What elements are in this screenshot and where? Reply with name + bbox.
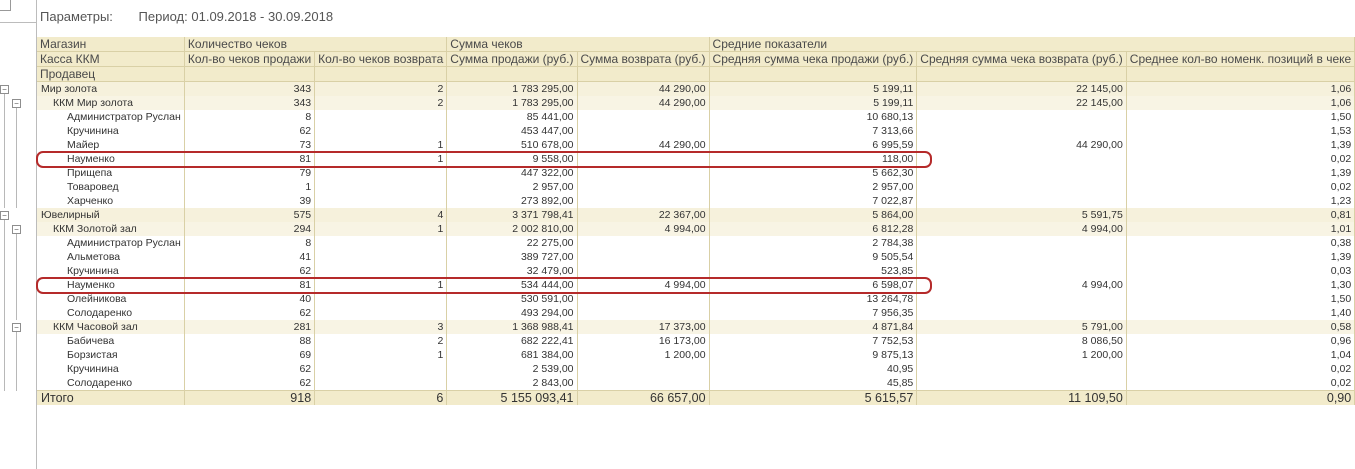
row-value-6: 22 145,00: [917, 82, 1127, 97]
seller-row[interactable]: [37, 292, 1355, 306]
header-seller-filler: [577, 67, 709, 82]
row-value-5: 523,85: [709, 264, 917, 278]
tree-connector-line: [4, 220, 5, 391]
row-value-7: 0,02: [1126, 180, 1354, 194]
seller-row[interactable]: [37, 110, 1355, 124]
row-value-5: 7 022,87: [709, 194, 917, 208]
row-value-3: 1 368 988,41: [447, 320, 577, 334]
row-value-2: [315, 166, 447, 180]
row-value-2: [315, 306, 447, 320]
seller-row[interactable]: [37, 278, 1355, 292]
row-value-5: 40,95: [709, 362, 917, 376]
row-value-4: [577, 292, 709, 306]
seller-row[interactable]: [37, 306, 1355, 320]
tree-connector-line: [16, 234, 17, 320]
row-value-2: 2: [315, 96, 447, 110]
collapse-kkm-icon[interactable]: −: [12, 323, 21, 332]
row-name: Майер: [37, 138, 184, 152]
row-value-4: [577, 124, 709, 138]
grouping-tree: [0, 0, 37, 469]
row-value-7: 1,39: [1126, 138, 1354, 152]
collapse-store-icon[interactable]: −: [0, 85, 9, 94]
row-value-6: 44 290,00: [917, 138, 1127, 152]
row-value-6: [917, 250, 1127, 264]
header-return-count: Кол-во чеков возврата: [315, 52, 447, 67]
row-value-2: 2: [315, 82, 447, 97]
row-value-1: 88: [184, 334, 314, 348]
row-value-6: 22 145,00: [917, 96, 1127, 110]
row-value-5: 6 995,59: [709, 138, 917, 152]
header-seller-filler: [184, 67, 314, 82]
seller-row[interactable]: [37, 264, 1355, 278]
row-name: Бабичева: [37, 334, 184, 348]
row-value-1: 69: [184, 348, 314, 362]
row-value-7: 1,39: [1126, 166, 1354, 180]
row-name: Солодаренко: [37, 306, 184, 320]
row-value-7: 1,39: [1126, 250, 1354, 264]
row-value-3: 3 371 798,41: [447, 208, 577, 222]
row-name: Солодаренко: [37, 376, 184, 391]
row-name: Борзистая: [37, 348, 184, 362]
seller-row[interactable]: [37, 138, 1355, 152]
store-row[interactable]: [37, 82, 1355, 97]
row-value-2: 3: [315, 320, 447, 334]
header-seller-filler: [917, 67, 1127, 82]
seller-row[interactable]: [37, 334, 1355, 348]
row-value-4: [577, 306, 709, 320]
total-value-1: 918: [184, 391, 314, 406]
row-value-4: 22 367,00: [577, 208, 709, 222]
header-seller-filler: [315, 67, 447, 82]
row-value-7: 1,50: [1126, 110, 1354, 124]
row-name: Олейникова: [37, 292, 184, 306]
row-value-3: 681 384,00: [447, 348, 577, 362]
row-value-7: 0,02: [1126, 376, 1354, 391]
row-value-6: 5 791,00: [917, 320, 1127, 334]
row-value-6: [917, 194, 1127, 208]
seller-row[interactable]: [37, 236, 1355, 250]
row-value-2: 2: [315, 334, 447, 348]
row-value-5: 7 956,35: [709, 306, 917, 320]
params-label: Параметры:: [40, 9, 113, 24]
row-value-1: 62: [184, 376, 314, 391]
row-value-1: 62: [184, 124, 314, 138]
row-value-5: 7 752,53: [709, 334, 917, 348]
header-sale-count: Кол-во чеков продажи: [184, 52, 314, 67]
row-value-4: [577, 376, 709, 391]
row-value-5: 6 598,07: [709, 278, 917, 292]
row-value-3: 32 479,00: [447, 264, 577, 278]
row-value-3: 453 447,00: [447, 124, 577, 138]
header-seller-filler: [1126, 67, 1354, 82]
row-name: Кручинина: [37, 362, 184, 376]
row-value-6: 1 200,00: [917, 348, 1127, 362]
row-value-3: 389 727,00: [447, 250, 577, 264]
row-name: ККМ Золотой зал: [37, 222, 184, 236]
row-value-6: 4 994,00: [917, 222, 1127, 236]
row-value-1: 81: [184, 278, 314, 292]
row-value-7: 1,23: [1126, 194, 1354, 208]
seller-row[interactable]: [37, 250, 1355, 264]
total-value-3: 5 155 093,41: [447, 391, 577, 406]
header-avg-sale: Средняя сумма чека продажи (руб.): [709, 52, 917, 67]
row-value-1: 39: [184, 194, 314, 208]
row-value-4: [577, 264, 709, 278]
row-value-6: 4 994,00: [917, 278, 1127, 292]
row-value-7: 0,38: [1126, 236, 1354, 250]
header-seller-filler: [709, 67, 917, 82]
row-value-2: 1: [315, 222, 447, 236]
row-value-4: 4 994,00: [577, 222, 709, 236]
row-value-7: 1,04: [1126, 348, 1354, 362]
row-value-7: 0,96: [1126, 334, 1354, 348]
seller-row[interactable]: [37, 152, 1355, 166]
row-value-3: 2 539,00: [447, 362, 577, 376]
header-group-sum: Сумма чеков: [447, 37, 709, 52]
row-value-7: 1,53: [1126, 124, 1354, 138]
row-value-5: 5 662,30: [709, 166, 917, 180]
total-value-4: 66 657,00: [577, 391, 709, 406]
row-value-5: 5 199,11: [709, 96, 917, 110]
row-value-1: 343: [184, 96, 314, 110]
row-value-7: 1,01: [1126, 222, 1354, 236]
seller-row[interactable]: [37, 166, 1355, 180]
row-value-5: 13 264,78: [709, 292, 917, 306]
row-value-2: [315, 236, 447, 250]
row-value-2: 4: [315, 208, 447, 222]
header-row-groups: [37, 37, 1355, 52]
row-value-1: 62: [184, 306, 314, 320]
row-name: ККМ Часовой зал: [37, 320, 184, 334]
row-value-2: [315, 292, 447, 306]
row-value-3: 447 322,00: [447, 166, 577, 180]
row-name: Науменко: [37, 152, 184, 166]
row-name: Администратор Руслан: [37, 110, 184, 124]
row-name: Науменко: [37, 278, 184, 292]
row-value-4: [577, 110, 709, 124]
row-value-5: 7 313,66: [709, 124, 917, 138]
row-value-7: 0,02: [1126, 152, 1354, 166]
row-value-7: 0,03: [1126, 264, 1354, 278]
collapse-kkm-icon[interactable]: −: [12, 225, 21, 234]
row-value-7: 1,30: [1126, 278, 1354, 292]
header-sale-sum: Сумма продажи (руб.): [447, 52, 577, 67]
row-value-4: 44 290,00: [577, 96, 709, 110]
header-seller: Продавец: [37, 67, 184, 82]
row-name: Администратор Руслан: [37, 236, 184, 250]
row-name: Харченко: [37, 194, 184, 208]
row-value-7: 0,02: [1126, 362, 1354, 376]
row-value-6: [917, 306, 1127, 320]
row-value-7: 1,40: [1126, 306, 1354, 320]
total-value-6: 11 109,50: [917, 391, 1127, 406]
row-value-4: 4 994,00: [577, 278, 709, 292]
header-row-columns: [37, 52, 1355, 67]
row-value-6: 5 591,75: [917, 208, 1127, 222]
row-value-1: 73: [184, 138, 314, 152]
row-value-2: 1: [315, 278, 447, 292]
total-label: Итого: [37, 391, 184, 406]
row-value-1: 40: [184, 292, 314, 306]
tree-connector-line: [16, 332, 17, 391]
header-seller-filler: [447, 67, 577, 82]
seller-row[interactable]: [37, 362, 1355, 376]
row-value-6: [917, 264, 1127, 278]
row-name: Кручинина: [37, 124, 184, 138]
collapse-store-icon[interactable]: −: [0, 211, 9, 220]
header-avg-items: Среднее кол-во номенк. позиций в чеке: [1126, 52, 1354, 67]
row-value-3: 1 783 295,00: [447, 82, 577, 97]
header-row-seller: [37, 67, 1355, 82]
row-value-4: 16 173,00: [577, 334, 709, 348]
header-avg-return: Средняя сумма чека возврата (руб.): [917, 52, 1127, 67]
row-value-2: [315, 110, 447, 124]
tree-connector-line: [16, 108, 17, 208]
row-name: ККМ Мир золота: [37, 96, 184, 110]
row-value-5: 10 680,13: [709, 110, 917, 124]
row-name: Товаровед: [37, 180, 184, 194]
row-value-4: [577, 236, 709, 250]
row-value-4: [577, 152, 709, 166]
row-value-2: [315, 376, 447, 391]
row-value-2: [315, 180, 447, 194]
header-kkm: Касса ККМ: [37, 52, 184, 67]
row-value-5: 5 864,00: [709, 208, 917, 222]
total-value-2: 6: [315, 391, 447, 406]
row-value-5: 5 199,11: [709, 82, 917, 97]
row-value-3: 273 892,00: [447, 194, 577, 208]
row-value-5: 6 812,28: [709, 222, 917, 236]
row-value-6: 8 086,50: [917, 334, 1127, 348]
row-value-5: 4 871,84: [709, 320, 917, 334]
row-value-2: 1: [315, 152, 447, 166]
row-value-1: 281: [184, 320, 314, 334]
header-group-avg: Средние показатели: [709, 37, 1355, 52]
row-value-3: 530 591,00: [447, 292, 577, 306]
total-value-7: 0,90: [1126, 391, 1354, 406]
row-value-3: 2 002 810,00: [447, 222, 577, 236]
row-value-1: 343: [184, 82, 314, 97]
seller-row[interactable]: [37, 180, 1355, 194]
header-return-sum: Сумма возврата (руб.): [577, 52, 709, 67]
row-value-6: [917, 180, 1127, 194]
row-value-5: 9 505,54: [709, 250, 917, 264]
row-value-6: [917, 166, 1127, 180]
row-value-7: 1,06: [1126, 82, 1354, 97]
row-value-1: 79: [184, 166, 314, 180]
store-row[interactable]: [37, 208, 1355, 222]
seller-row[interactable]: [37, 124, 1355, 138]
row-name: Альметова: [37, 250, 184, 264]
params-period: Период: 01.09.2018 - 30.09.2018: [138, 9, 334, 24]
row-value-7: 1,06: [1126, 96, 1354, 110]
row-value-3: 85 441,00: [447, 110, 577, 124]
row-value-4: [577, 166, 709, 180]
row-value-4: [577, 180, 709, 194]
row-value-2: [315, 264, 447, 278]
row-value-7: 0,58: [1126, 320, 1354, 334]
total-row: [37, 391, 1355, 406]
row-value-1: 8: [184, 236, 314, 250]
row-value-4: [577, 194, 709, 208]
row-value-4: 17 373,00: [577, 320, 709, 334]
row-value-1: 81: [184, 152, 314, 166]
row-value-1: 1: [184, 180, 314, 194]
row-name: Кручинина: [37, 264, 184, 278]
seller-row[interactable]: [37, 194, 1355, 208]
row-value-6: [917, 236, 1127, 250]
row-value-3: 1 783 295,00: [447, 96, 577, 110]
header-store: Магазин: [37, 37, 184, 52]
row-value-2: 1: [315, 348, 447, 362]
row-value-4: [577, 362, 709, 376]
row-value-6: [917, 152, 1127, 166]
row-value-5: 45,85: [709, 376, 917, 391]
row-value-4: 44 290,00: [577, 82, 709, 97]
seller-row[interactable]: [37, 348, 1355, 362]
header-group-count: Количество чеков: [184, 37, 446, 52]
row-name: Прищепа: [37, 166, 184, 180]
row-value-6: [917, 124, 1127, 138]
row-value-6: [917, 362, 1127, 376]
row-value-2: [315, 194, 447, 208]
row-value-1: 575: [184, 208, 314, 222]
row-value-1: 8: [184, 110, 314, 124]
row-value-6: [917, 292, 1127, 306]
tree-connector-line: [4, 94, 5, 208]
row-value-3: 534 444,00: [447, 278, 577, 292]
kkm-row[interactable]: [37, 222, 1355, 236]
row-name: Ювелирный: [37, 208, 184, 222]
seller-row[interactable]: [37, 376, 1355, 391]
row-value-5: 9 875,13: [709, 348, 917, 362]
row-value-3: 493 294,00: [447, 306, 577, 320]
row-value-4: [577, 250, 709, 264]
row-value-6: [917, 110, 1127, 124]
collapse-kkm-icon[interactable]: −: [12, 99, 21, 108]
report-table: [37, 37, 1355, 405]
row-value-3: 510 678,00: [447, 138, 577, 152]
row-value-5: 2 784,38: [709, 236, 917, 250]
row-value-1: 294: [184, 222, 314, 236]
kkm-row[interactable]: [37, 96, 1355, 110]
kkm-row[interactable]: [37, 320, 1355, 334]
row-value-3: 2 843,00: [447, 376, 577, 391]
row-value-1: 62: [184, 264, 314, 278]
row-value-7: 1,50: [1126, 292, 1354, 306]
report-parameters: [40, 9, 333, 24]
row-value-2: [315, 250, 447, 264]
row-value-5: 2 957,00: [709, 180, 917, 194]
total-value-5: 5 615,57: [709, 391, 917, 406]
row-value-5: 118,00: [709, 152, 917, 166]
row-value-7: 0,81: [1126, 208, 1354, 222]
row-value-3: 9 558,00: [447, 152, 577, 166]
row-name: Мир золота: [37, 82, 184, 97]
row-value-1: 41: [184, 250, 314, 264]
row-value-4: 44 290,00: [577, 138, 709, 152]
row-value-3: 682 222,41: [447, 334, 577, 348]
row-value-3: 2 957,00: [447, 180, 577, 194]
row-value-2: [315, 124, 447, 138]
row-value-2: [315, 362, 447, 376]
row-value-2: 1: [315, 138, 447, 152]
row-value-4: 1 200,00: [577, 348, 709, 362]
row-value-1: 62: [184, 362, 314, 376]
row-value-3: 22 275,00: [447, 236, 577, 250]
row-value-6: [917, 376, 1127, 391]
